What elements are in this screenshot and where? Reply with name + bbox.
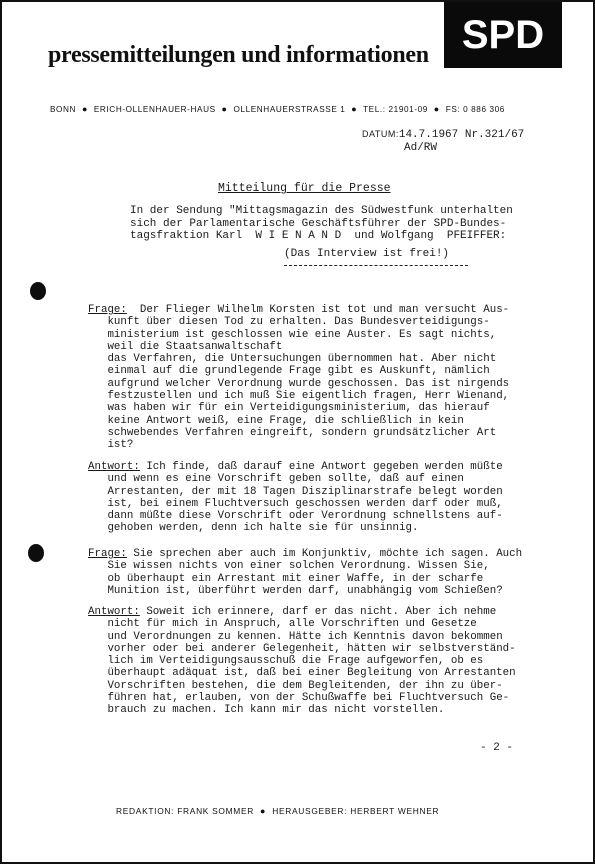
bullet-icon: ● [351, 104, 358, 114]
bullet-icon: ● [221, 104, 228, 114]
answer-block-1 [88, 461, 558, 535]
dashed-divider [284, 265, 468, 266]
punch-hole-mark [30, 282, 46, 300]
question-block-2 [88, 548, 558, 597]
question-block-1 [88, 304, 558, 452]
interview-note: (Das Interview ist frei!) [284, 248, 450, 260]
footer-redaktion: REDAKTION: FRANK SOMMER [116, 806, 255, 816]
document-number: Nr.321/67 [464, 129, 525, 141]
question-label: Frage: [88, 548, 127, 560]
question-label: Frage: [88, 304, 127, 316]
bullet-icon: ● [260, 806, 267, 816]
address-building: ERICH-OLLENHAUER-HAUS [93, 105, 216, 114]
answer-text: Ich finde, daß darauf eine Antwort gegeben werden müßte und wenn es eine Vorschrift geben sollte, daß auf einen Arrestanten, der mit 18 Tagen Disziplinarstrafe belegt worden ist, bei einem Fluchtversuch geschossen werden darf oder muß, dann müßte diese Vorschrift oder Verordnung schnellstens auf- gehoben werden, denn ich halte sie für unsinnig. [107, 461, 503, 535]
address-street: OLLENHAUERSTRASSE 1 [233, 105, 346, 114]
document-meta [362, 128, 524, 155]
address-city: BONN [50, 105, 77, 114]
address-tel: TEL.: 21901-09 [363, 105, 428, 114]
address-fs: FS: 0 886 306 [445, 105, 505, 114]
answer-block-2 [88, 606, 558, 717]
question-text: Sie sprechen aber auch im Konjunktiv, möchte ich sagen. Auch Sie wissen nichts von einer solchen Verordnung. Wissen Sie, ob überhaupt ein Arrestant mit einer Waffe, in der scharfe Munition ist, überführt werden darf, unabhängig vom Schießen? [107, 548, 523, 597]
spd-logo: SPD [444, 2, 562, 68]
reference-code: Ad/RW [404, 142, 438, 154]
document-heading: Mitteilung für die Presse [218, 182, 391, 195]
bullet-icon: ● [81, 104, 88, 114]
footer-herausgeber: HERAUSGEBER: HERBERT WEHNER [272, 806, 440, 816]
intro-paragraph: In der Sendung "Mittagsmagazin des Südwestfunk unterhalten sich der Parlamentarische Geschäftsführer der SPD-Bundes- tagsfraktion Karl W I E N A N D und Wolfgang PFEIFFER: [130, 205, 513, 242]
answer-label: Antwort: [88, 461, 140, 473]
date-value: 14.7.1967 [398, 129, 459, 141]
answer-text: Soweit ich erinnere, darf er das nicht. Aber ich nehme nicht für mich in Anspruch, alle Vorschriften und Gesetze und Verordnungen zu kennen. Hätte ich Kenntnis davon bekommen vorher oder bei anderer Gelegenheit, hätten wir selbstverständ- lich im Verteidigungsausschuß die Frage aufgeworfen, ob es überhaupt adäquat ist, daß bei einer Begleitung von Arrestanten Vorschriften bestehen, die dem Begleitenden, der ihn zu über- führen hat, erlauben, von der Schußwaffe bei Fluchtversuch Ge- brauch zu machen. Ich kann mir das nicht vorstellen. [107, 606, 516, 717]
punch-hole-mark [28, 544, 44, 562]
date-label: DATUM: [362, 129, 399, 139]
address-line [50, 104, 560, 114]
page-number: - 2 - [480, 742, 514, 754]
question-text: Der Flieger Wilhelm Korsten ist tot und man versucht Aus- kunft über diesen Tod zu erhalten. Das Bundesverteidigungs- ministerium ist geschlossen wie eine Auster. Es sagt nichts, weil die Staatsanwaltschaft das Verfahren, die Untersuchungen übernommen hat. Aber nicht einmal auf die grundlegende Frage gibt es Auskunft, nämlich aufgrund welcher Verordnung wurde geschossen. Das ist nirgends festzustellen und ich muß Sie eigentlich fragen, Herr Wienand, was haben wir für ein Verteidigungsministerium, das hierauf keine Antwort weiß, eine Frage, die schließlich in kein schwebendes Verfahren eingreift, sondern grundsätzlicher Art ist? [107, 304, 510, 452]
bullet-icon: ● [433, 104, 440, 114]
footer-line [116, 806, 439, 816]
masthead-title: pressemitteilungen und informationen [48, 42, 429, 68]
answer-label: Antwort: [88, 606, 140, 618]
